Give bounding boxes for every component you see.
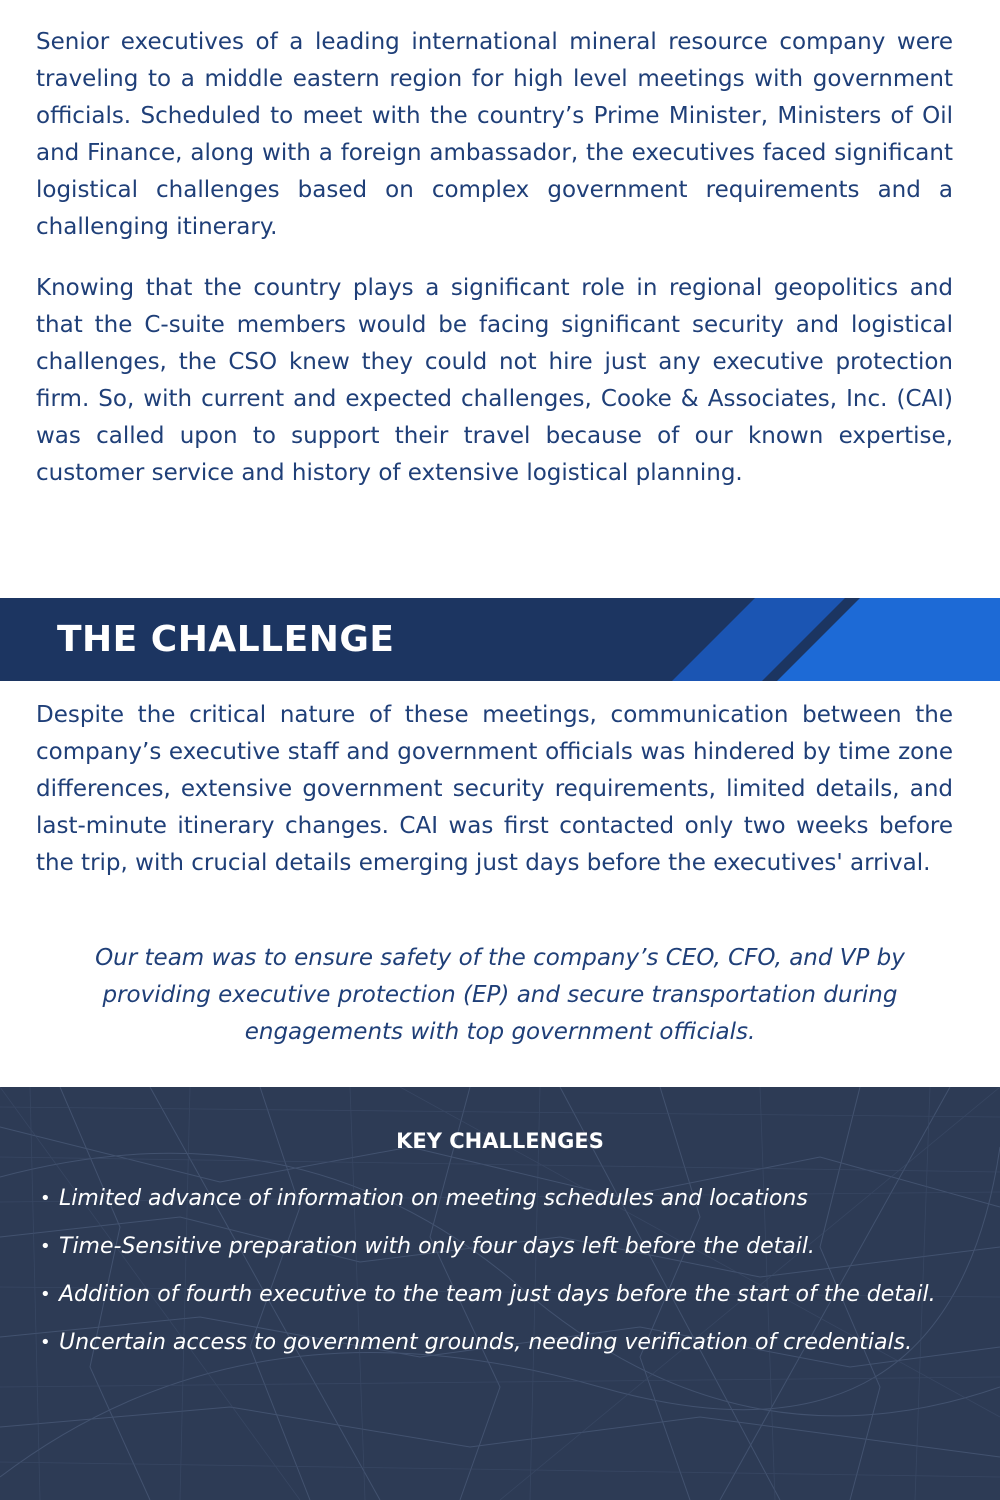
key-challenges-list	[38, 1180, 973, 1372]
list-item-text: Addition of fourth executive to the team just days before the start of the detail.	[59, 1282, 936, 1307]
challenge-body	[36, 697, 953, 882]
list-item	[38, 1180, 973, 1218]
bullet-icon: •	[40, 1332, 51, 1353]
bullet-icon: •	[40, 1284, 51, 1305]
banner-stripes-graphic	[670, 598, 1000, 681]
key-challenges-heading: KEY CHALLENGES	[396, 1129, 604, 1153]
bullet-icon: •	[40, 1188, 51, 1209]
mission-quote: Our team was to ensure safety of the company’s CEO, CFO, and VP by providing executive protection (EP) and secure transportation during engagements with top government officials.	[95, 945, 905, 1045]
list-item	[38, 1228, 973, 1266]
intro-section	[36, 24, 953, 492]
challenge-paragraph: Despite the critical nature of these meetings, communication between the company’s executive staff and government officials was hindered by time zone differences, extensive government security requirements, limited details, and last-minute itinerary changes. CAI was first contacted only two weeks before the trip, with crucial details emerging just days before the executives' arrival.	[36, 702, 953, 876]
key-challenges-section	[0, 1087, 1000, 1500]
list-item-text: Limited advance of information on meeting schedules and locations	[59, 1186, 808, 1211]
challenge-banner	[0, 598, 1000, 681]
challenge-heading: THE CHALLENGE	[57, 619, 395, 660]
intro-paragraph-1: Senior executives of a leading international mineral resource company were traveling to a middle eastern region for high level meetings with government officials. Scheduled to meet with the country’s Prime Minister, Ministers of Oil and Finance, along with a foreign ambassador, the executives faced significant logistical challenges based on complex government requirements and a challenging itinerary.	[36, 29, 953, 240]
list-item-text: Time-Sensitive preparation with only four days left before the detail.	[59, 1234, 815, 1259]
intro-paragraph-2: Knowing that the country plays a significant role in regional geopolitics and that the C-suite members would be facing significant security and logistical challenges, the CSO knew they could not hire just any executive protection firm. So, with current and expected challenges, Cooke & Associates, Inc. (CAI) was called upon to support their travel because of our known expertise, customer service and history of extensive logistical planning.	[36, 275, 953, 486]
list-item	[38, 1324, 973, 1362]
bullet-icon: •	[40, 1236, 51, 1257]
list-item-text: Uncertain access to government grounds, needing verification of credentials.	[59, 1330, 913, 1355]
list-item	[38, 1276, 973, 1314]
